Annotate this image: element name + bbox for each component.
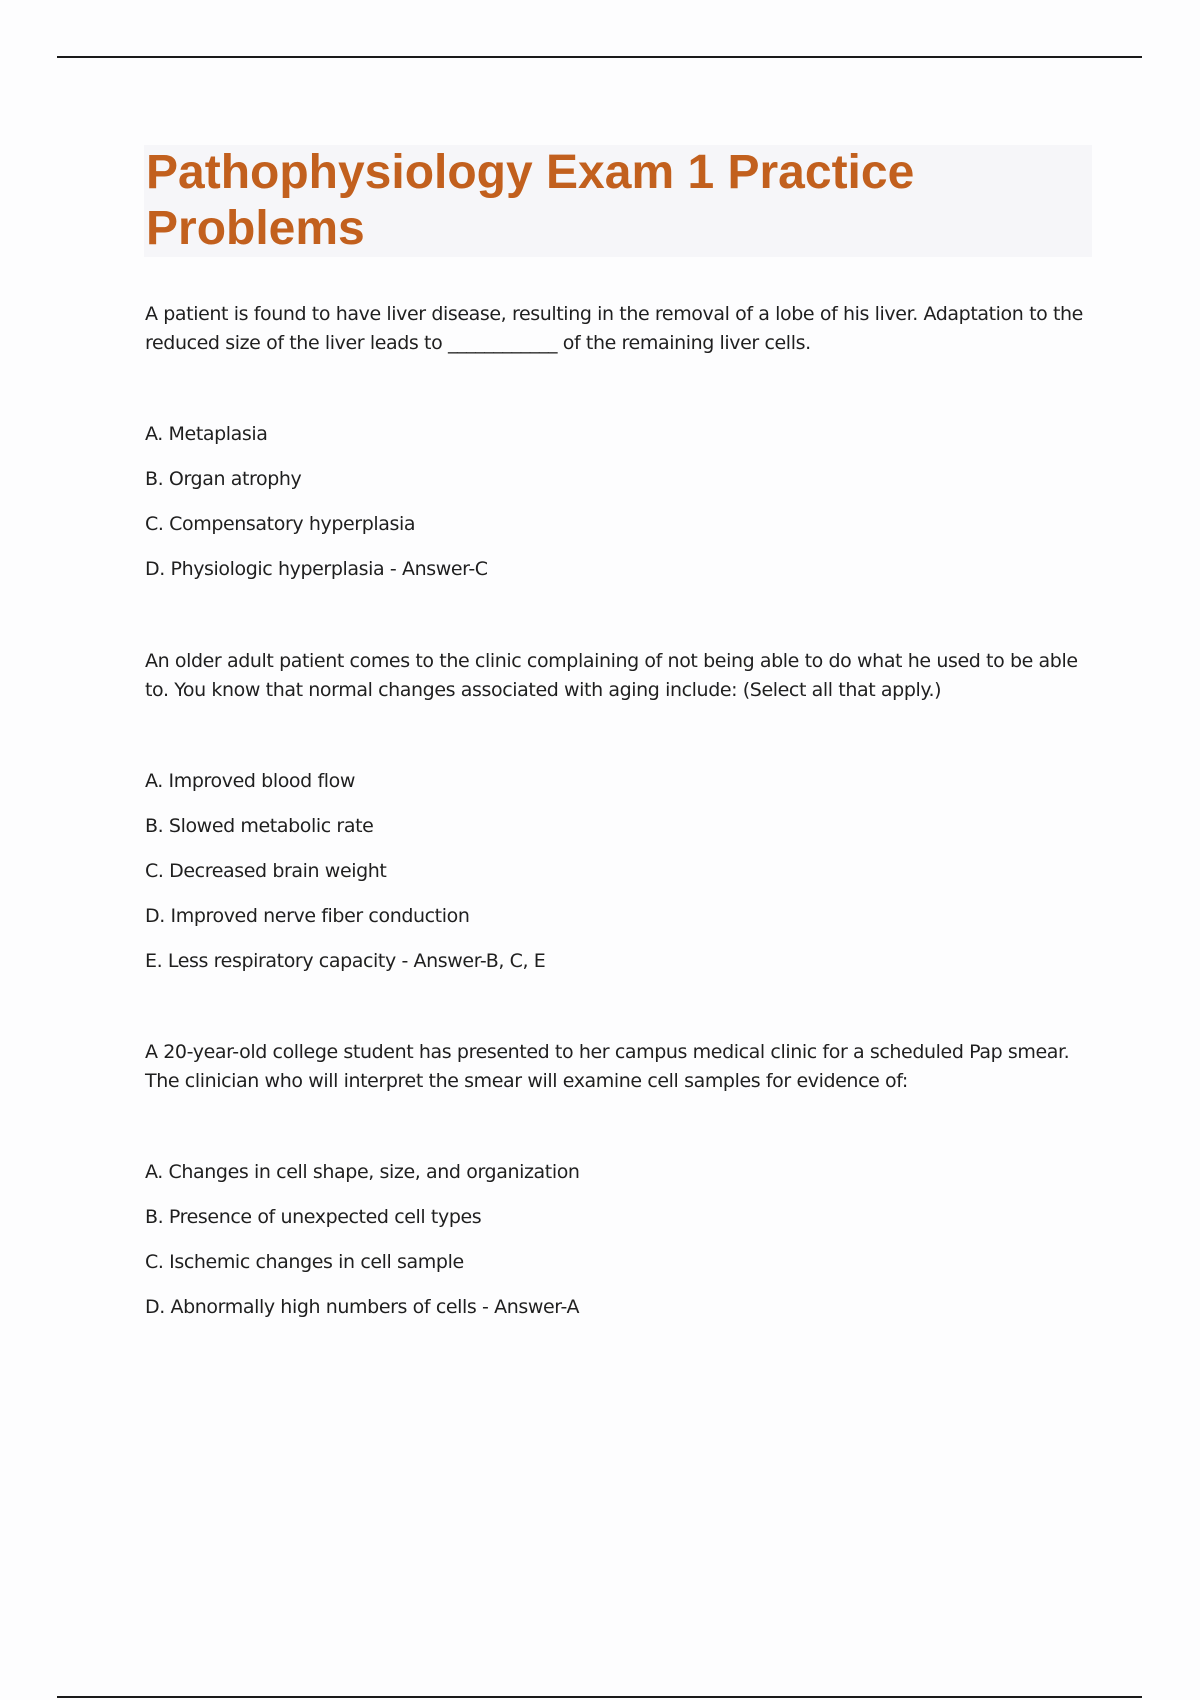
answer-option: D. Improved nerve fiber conduction — [145, 905, 470, 927]
question-text: A patient is found to have liver disease, resulting in the removal of a lobe of his liver. Adaptation to the reduced size of the liver leads to ____________ of the remaining liver cells. — [145, 303, 1083, 354]
answer-option: D. Abnormally high numbers of cells - Answer-A — [145, 1296, 580, 1318]
answer-options — [145, 769, 545, 973]
answer-options — [145, 422, 488, 581]
answer-option: B. Organ atrophy — [145, 468, 302, 490]
answer-option: C. Compensatory hyperplasia — [145, 513, 416, 535]
answer-options — [145, 1160, 580, 1319]
answer-option: C. Ischemic changes in cell sample — [145, 1251, 464, 1273]
title-block — [144, 145, 1092, 257]
footer-rule — [57, 1696, 1142, 1698]
answer-option: B. Presence of unexpected cell types — [145, 1206, 482, 1228]
answer-option: A. Improved blood flow — [145, 770, 355, 792]
answer-option: B. Slowed metabolic rate — [145, 815, 374, 837]
answer-option: D. Physiologic hyperplasia - Answer-C — [145, 558, 488, 580]
question-text: A 20-year-old college student has presented to her campus medical clinic for a scheduled Pap smear. The clinician who will interpret the smear will examine cell samples for evidence of: — [145, 1041, 1070, 1092]
answer-option: A. Changes in cell shape, size, and organization — [145, 1161, 580, 1183]
answer-option: C. Decreased brain weight — [145, 860, 387, 882]
document-title: Pathophysiology Exam 1 Practice Problems — [146, 146, 915, 255]
header-rule — [57, 56, 1142, 58]
answer-option: E. Less respiratory capacity - Answer-B, C, E — [145, 950, 546, 972]
answer-option: A. Metaplasia — [145, 423, 268, 445]
question-text: An older adult patient comes to the clinic complaining of not being able to do what he used to be able to. You know that normal changes associated with aging include: (Select all that apply.) — [145, 650, 1078, 701]
